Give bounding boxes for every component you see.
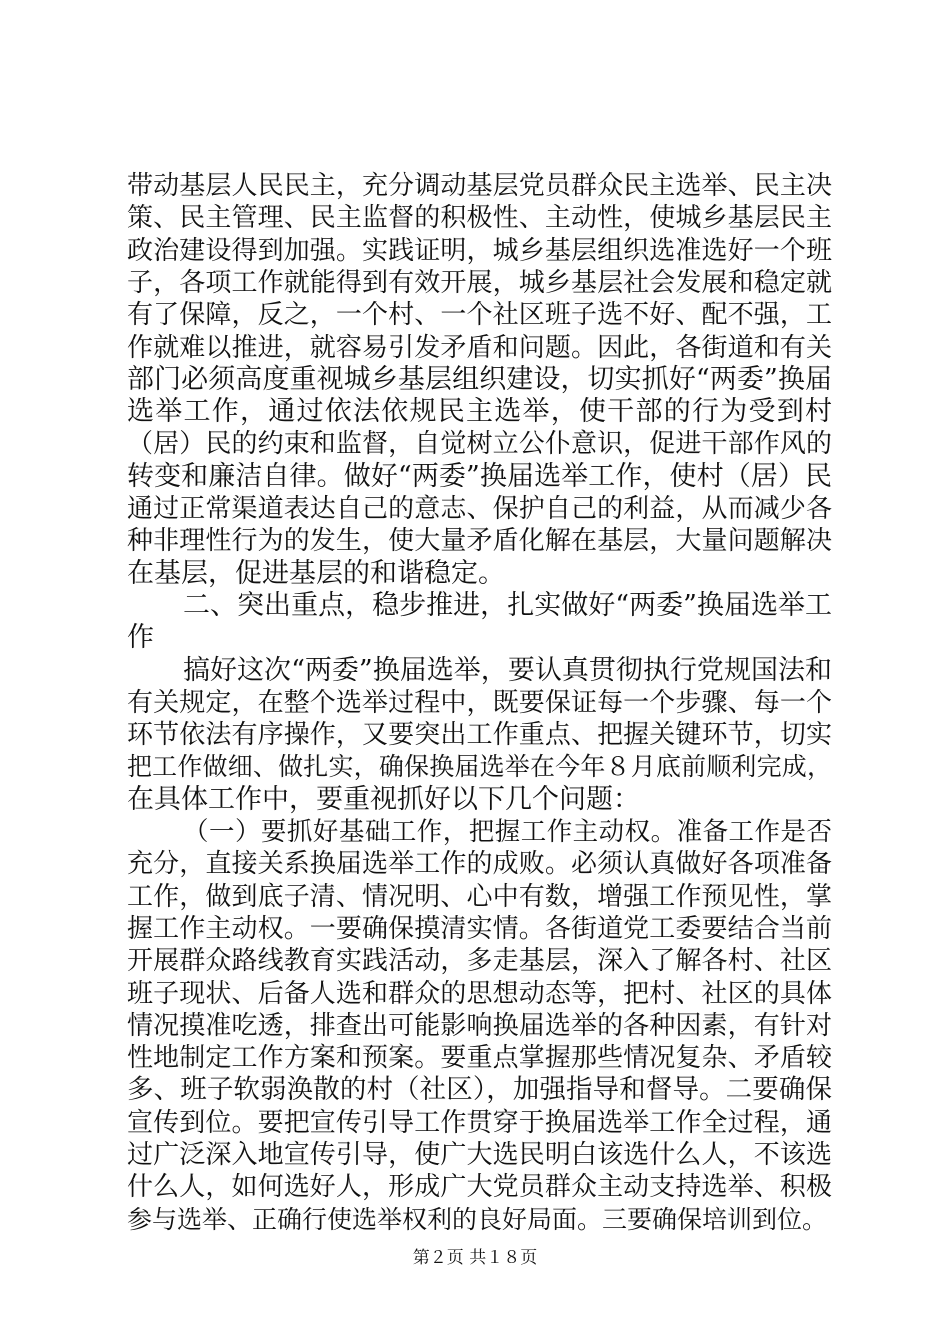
text-line: 过广泛深入地宣传引导，使广大选民明白该选什么人，不该选 <box>127 1140 832 1171</box>
text-line: 什么人，如何选好人，形成广大党员群众主动支持选举、积极 <box>127 1172 832 1203</box>
text-line: 在基层，促进基层的和谐稳定。 <box>127 557 505 589</box>
text-line: 子，各项工作就能得到有效开展，城乡基层社会发展和稳定就 <box>127 267 832 298</box>
subsection-line: （一）要抓好基础工作，把握工作主动权。准备工作是否 <box>183 817 832 848</box>
text-line: 性地制定工作方案和预案。要重点掌握那些情况复杂、矛盾较 <box>127 1043 832 1074</box>
text-line: 参与选举、正确行使选举权利的良好局面。三要确保培训到位。 <box>127 1204 828 1234</box>
text-line: 充分，直接关系换届选举工作的成败。必须认真做好各项准备 <box>127 849 832 880</box>
text-line: 带动基层人民民主，充分调动基层党员群众民主选举、民主决 <box>127 171 832 201</box>
text-line: 把工作做细、做扎实，确保换届选举在今年８月底前顺利完成， <box>127 752 832 782</box>
text-line: 有了保障，反之，一个村、一个社区班子选不好、配不强，工 <box>127 300 832 331</box>
section-heading: 二、突出重点，稳步推进，扎实做好“两委”换届选举工 <box>183 589 832 621</box>
text-line: 转变和廉洁自律。做好“两委”换届选举工作，使村（居）民 <box>127 460 832 492</box>
text-line: 种非理性行为的发生，使大量矛盾化解在基层，大量问题解决 <box>127 526 832 557</box>
text-line: 多、班子软弱涣散的村（社区），加强指导和督导。二要确保 <box>127 1074 832 1106</box>
text-line: 宣传到位。要把宣传引导工作贯穿于换届选举工作全过程，通 <box>127 1107 832 1138</box>
text-line: （居）民的约束和监督，自觉树立公仆意识，促进干部作风的 <box>127 429 832 460</box>
text-line: 工作，做到底子清、情况明、心中有数，增强工作预见性，掌 <box>127 881 832 912</box>
section-heading-continued: 作 <box>127 622 154 654</box>
text-line: 选举工作，通过依法依规民主选举，使干部的行为受到村 <box>127 396 832 428</box>
text-line: 政治建设得到加强。实践证明，城乡基层组织选准选好一个班 <box>127 235 832 266</box>
text-line: 有关规定，在整个选举过程中，既要保证每一个步骤、每一个 <box>127 687 832 718</box>
text-line: 部门必须高度重视城乡基层组织建设，切实抓好“两委”换届 <box>127 363 832 395</box>
text-line: 握工作主动权。一要确保摸清实情。各街道党工委要结合当前 <box>127 913 832 944</box>
text-line: 情况摸准吃透，排查出可能影响换届选举的各种因素，有针对 <box>127 1010 832 1041</box>
page-number-footer: 第２页 共１８页 <box>412 1248 538 1268</box>
text-line: 班子现状、后备人选和群众的思想动态等，把村、社区的具体 <box>127 978 832 1009</box>
text-line: 作就难以推进，就容易引发矛盾和问题。因此，各街道和有关 <box>127 332 832 363</box>
text-line: 通过正常渠道表达自己的意志、保护自己的利益，从而减少各 <box>127 494 832 525</box>
text-line: 搞好这次“两委”换届选举，要认真贯彻执行党规国法和 <box>183 654 832 686</box>
text-line: 开展群众路线教育实践活动，多走基层，深入了解各村、社区 <box>127 946 832 977</box>
text-line: 策、民主管理、民主监督的积极性、主动性，使城乡基层民主 <box>127 203 832 234</box>
text-line: 环节依法有序操作，又要突出工作重点、把握关键环节，切实 <box>127 720 832 751</box>
text-line: 在具体工作中，要重视抓好以下几个问题： <box>127 783 640 815</box>
